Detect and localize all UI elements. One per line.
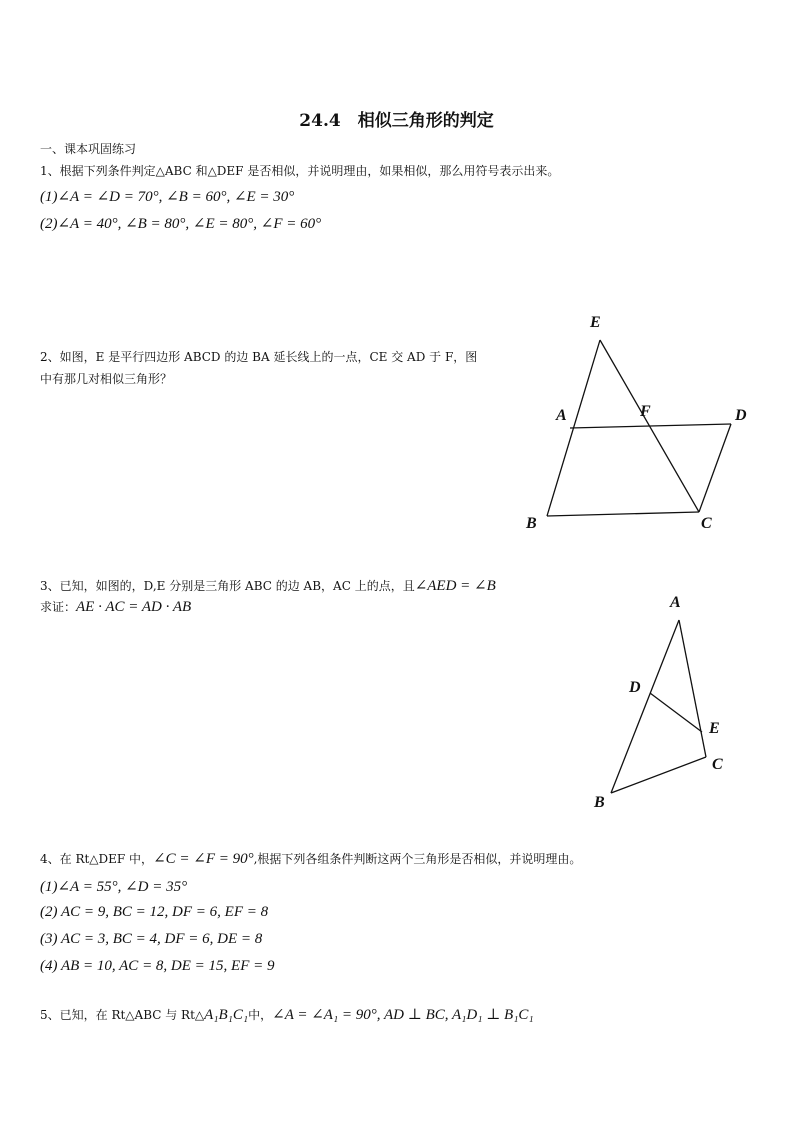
question-5-mid: 中， [248,1008,273,1022]
question-1-item-1: (1)∠A = ∠D = 70°, ∠B = 60°, ∠E = 30° [40,189,295,205]
question-4-condition: ∠C = ∠F = 90° [153,851,254,867]
question-5-triangle: A₁B₁C₁ [204,1007,249,1023]
page-title: 24.4 相似三角形的判定 [299,111,494,131]
label-F: F [640,403,651,420]
label-A: A [670,594,681,611]
triangle-figure [611,620,706,793]
prove-label: 求证： [40,600,77,614]
question-4-suffix: ,根据下列各组条件判断这两个三角形是否相似，并说明理由。 [253,852,582,866]
question-2-line-1: 2、如图，E 是平行四边形 ABCD 的边 BA 延长线上的一点，CE 交 AD 于 F，图 [40,350,478,364]
prove-statement: AE · AC = AD · AB [76,599,192,615]
label-C: C [701,515,712,532]
question-5-prefix: 5、已知，在 Rt△ABC 与 Rt△ [40,1008,205,1022]
question-3-text: 3、已知，如图的，D,E 分别是三角形 ABC 的边 AB，AC 上的点，且 [40,579,415,593]
label-D: D [629,679,641,696]
label-E: E [709,720,720,737]
question-4-prefix: 4、在 Rt△DEF 中， [40,852,154,866]
segment-AC [679,620,706,757]
question-3-condition: ∠AED = ∠B [414,578,496,594]
question-1-text: 1、根据下列条件判定△ABC 和△DEF 是否相似，并说明理由，如果相似，那么用符号表示出来。 [40,164,560,178]
section-heading: 一、课本巩固练习 [40,142,137,156]
label-D: D [735,407,747,424]
question-3-prove-line [40,598,191,616]
question-4-item-2: (2) AC = 9, BC = 12, DF = 6, EF = 8 [40,904,269,920]
label-B: B [526,515,537,532]
label-A: A [556,407,567,424]
question-4-item-1: (1)∠A = 55°, ∠D = 35° [40,879,188,895]
question-4-item-4: (4) AB = 10, AC = 8, DE = 15, EF = 9 [40,958,275,974]
segment-BC [611,757,706,793]
segment-BC [547,512,699,516]
question-3-line-1 [40,576,496,595]
question-4-text [40,849,581,868]
question-4-item-3: (3) AC = 3, BC = 4, DF = 6, DE = 8 [40,931,263,947]
label-B: B [594,794,605,811]
segment-DC [699,424,731,512]
question-1-item-2: (2)∠A = 40°, ∠B = 80°, ∠E = 80°, ∠F = 60° [40,216,322,232]
parallelogram-figure [547,340,731,516]
label-E: E [590,314,601,331]
question-5-condition: ∠A = ∠A₁ = 90°, AD ⊥ BC, A₁D₁ ⊥ B₁C₁ [272,1007,534,1023]
label-C: C [712,756,723,773]
question-2-line-2: 中有那几对相似三角形？ [40,372,173,386]
question-5-text [40,1005,534,1024]
